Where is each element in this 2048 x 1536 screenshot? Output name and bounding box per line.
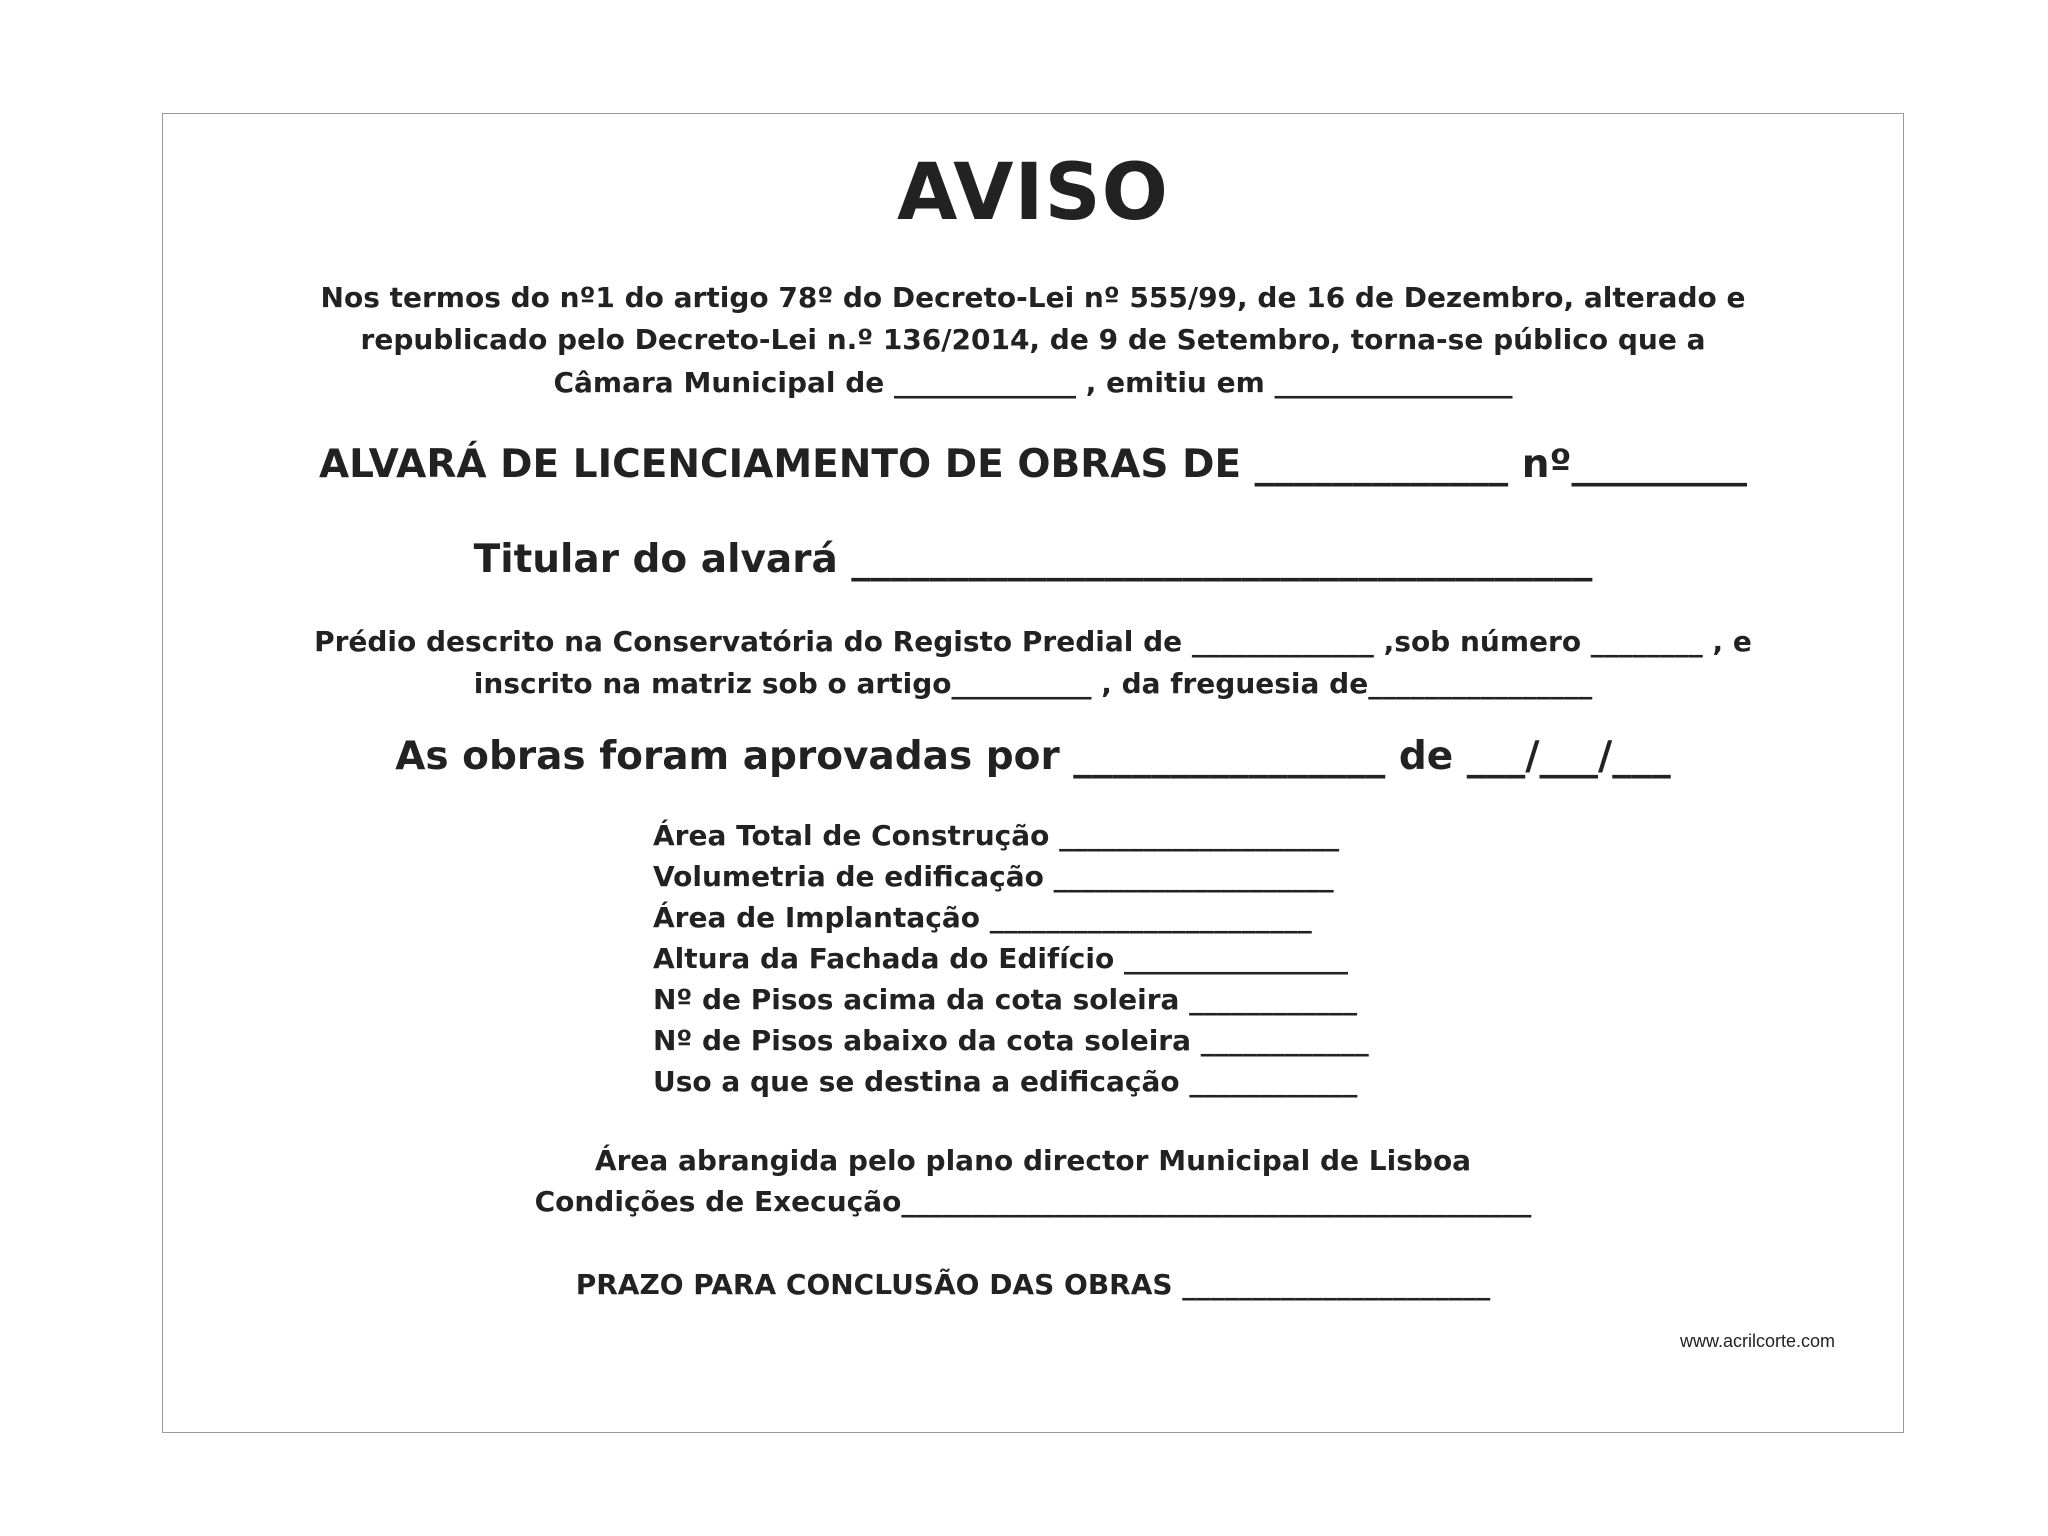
field-pisos-acima: Nº de Pisos acima da cota soleira ____________ — [653, 983, 1358, 1016]
field-pisos-abaixo: Nº de Pisos abaixo da cota soleira ____________ — [653, 1024, 1369, 1057]
notice-title: AVISO — [897, 148, 1169, 238]
obras-line: As obras foram aprovadas por ________________ de ___/___/___ — [395, 734, 1671, 779]
titular-line: Titular do alvará ______________________________________ — [473, 537, 1593, 582]
field-area-total: Área Total de Construção ____________________ — [653, 819, 1340, 852]
field-area-implantacao: Área de Implantação _______________________ — [653, 901, 1312, 934]
field-volumetria: Volumetria de edificação ____________________ — [653, 860, 1334, 893]
field-altura-fachada: Altura da Fachada do Edifício ________________ — [653, 942, 1348, 975]
field-uso: Uso a que se destina a edificação ____________ — [653, 1065, 1358, 1098]
intro-line-3: Câmara Municipal de _____________ , emitiu em _________________ — [553, 366, 1513, 399]
intro-line-2: republicado pelo Decreto-Lei n.º 136/2014, de 9 de Setembro, torna-se público que a — [360, 323, 1706, 356]
predio-line-2: inscrito na matriz sob o artigo__________ , da freguesia de________________ — [473, 667, 1593, 700]
alvara-heading: ALVARÁ DE LICENCIAMENTO DE OBRAS DE _____________ nº_________ — [318, 442, 1748, 487]
website-footer: www.acrilcorte.com — [1679, 1331, 1835, 1351]
intro-line-1: Nos termos do nº1 do artigo 78º do Decreto-Lei nº 555/99, de 16 de Dezembro, alterado e — [320, 281, 1746, 314]
prazo-line: PRAZO PARA CONCLUSÃO DAS OBRAS ______________________ — [575, 1268, 1491, 1301]
area-abrangida-line: Área abrangida pelo plano director Municipal de Lisboa — [594, 1144, 1472, 1177]
notice-sheet — [162, 113, 1904, 1433]
predio-line-1: Prédio descrito na Conservatória do Registo Predial de _____________ ,sob número ________ , e — [314, 625, 1752, 658]
condicoes-line: Condições de Execução_____________________________________________ — [534, 1185, 1532, 1218]
